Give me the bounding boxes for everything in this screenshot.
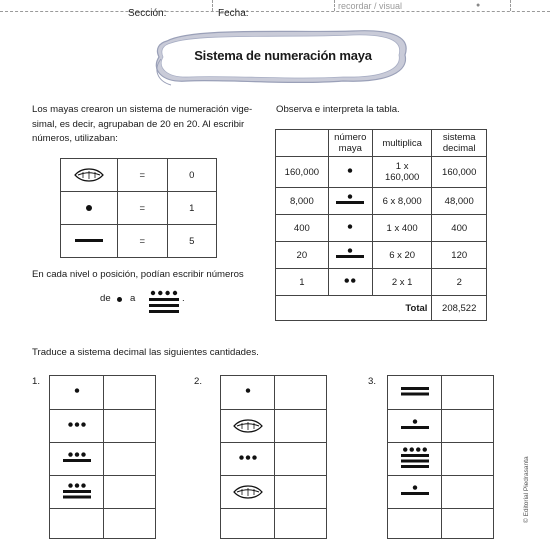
exercise-row: [388, 443, 494, 476]
answer-cell[interactable]: [104, 509, 156, 539]
header-cell: [328, 130, 372, 157]
maya-glyph-icon: [63, 483, 91, 502]
range-end: .: [182, 293, 185, 304]
exercise-row: [50, 443, 156, 476]
table-row: [276, 157, 487, 188]
equals-sign: =: [118, 192, 167, 225]
exercise-table: [49, 375, 156, 539]
exercise-row: [221, 376, 327, 410]
exercise-row: [388, 376, 494, 410]
glyph-cell: [388, 376, 442, 410]
exercise-number: 2.: [194, 376, 203, 387]
maya-glyph-icon: [336, 224, 364, 232]
symbol-cell: [61, 192, 118, 225]
total-value: 208,522: [432, 296, 487, 321]
header-cell: [432, 130, 487, 157]
header-cell: [372, 130, 432, 157]
symbol-value: 5: [167, 225, 216, 258]
symbol-cell: [61, 159, 118, 192]
exercise-number: 1.: [32, 376, 41, 387]
glyph-cell: [50, 410, 104, 443]
maya-glyph-cell: [328, 188, 372, 215]
dot-icon: [86, 205, 92, 211]
exercise-table: [220, 375, 327, 539]
multiplication: 6 x 8,000: [372, 188, 432, 215]
glyph-cell: [388, 410, 442, 443]
maya-glyph-icon: [233, 485, 263, 499]
glyph-cell: [388, 509, 442, 539]
glyph-cell: [221, 410, 275, 443]
multiplication: 1 x 400: [372, 215, 432, 242]
maya-glyph-cell: [328, 157, 372, 188]
bar-icon: [75, 239, 103, 242]
glyph-cell: [388, 443, 442, 476]
maya-glyph-icon: [63, 422, 91, 430]
intro-line: números, utilizaban:: [32, 133, 118, 144]
exercise-row: [388, 410, 494, 443]
answer-cell[interactable]: [442, 476, 494, 509]
symbol-value: 1: [167, 192, 216, 225]
maya-glyph-icon: [233, 419, 263, 433]
exercise-row: [50, 476, 156, 509]
glyph-cell: [50, 443, 104, 476]
answer-cell[interactable]: [442, 443, 494, 476]
answer-cell[interactable]: [275, 376, 327, 410]
maya-glyph-icon: [234, 455, 262, 463]
table-row: [61, 225, 217, 258]
header-divider: [212, 0, 213, 11]
answer-cell[interactable]: [104, 476, 156, 509]
range-note: [100, 290, 220, 312]
glyph-cell: [50, 476, 104, 509]
symbols-table: [60, 158, 217, 258]
exercise-row: [221, 509, 327, 539]
range-de: de: [100, 293, 111, 304]
header-cell-empty: [276, 130, 329, 157]
exercise-row: [388, 509, 494, 539]
maya-glyph-icon: [234, 388, 262, 396]
intro-paragraph: [32, 103, 262, 147]
maya-glyph-icon: [336, 278, 364, 286]
exercise-row: [50, 410, 156, 443]
maya-glyph-icon: [63, 452, 91, 466]
answer-cell[interactable]: [104, 376, 156, 410]
answer-cell[interactable]: [275, 476, 327, 509]
maya-glyph-icon: [336, 248, 364, 262]
exercise-row: [50, 376, 156, 410]
decimal-value: 120: [432, 242, 487, 269]
answer-cell[interactable]: [442, 410, 494, 443]
answer-cell[interactable]: [104, 443, 156, 476]
symbol-cell: [61, 225, 118, 258]
multiplication: 2 x 1: [372, 269, 432, 296]
place-value: 8,000: [276, 188, 329, 215]
multiplication: 6 x 20: [372, 242, 432, 269]
maya-glyph-icon: [401, 485, 429, 499]
exercise-row: [388, 476, 494, 509]
glyph-cell: [221, 476, 275, 509]
table-header-row: [276, 130, 487, 157]
table-row: [276, 242, 487, 269]
glyph-cell: [221, 443, 275, 476]
exercise-table: [387, 375, 494, 539]
fecha-label: Fecha:: [218, 8, 249, 19]
exercise-prompt: Traduce a sistema decimal las siguientes cantidades.: [32, 347, 259, 358]
exercise-row: [50, 509, 156, 539]
header-dot-icon: ●: [476, 2, 481, 9]
table-row: [61, 159, 217, 192]
maya-nineteen-icon: [148, 290, 180, 316]
maya-glyph-icon: [336, 194, 364, 208]
equals-sign: =: [118, 159, 167, 192]
answer-cell[interactable]: [442, 509, 494, 539]
maya-glyph-cell: [328, 242, 372, 269]
right-intro: Observa e interpreta la tabla.: [276, 104, 400, 115]
header-tags: recordar / visual: [338, 1, 403, 11]
maya-value-table: [275, 129, 487, 321]
answer-cell[interactable]: [442, 376, 494, 410]
answer-cell[interactable]: [275, 509, 327, 539]
multiplication-text: 1 x 160,000: [384, 161, 420, 183]
table-row: [276, 188, 487, 215]
total-label: Total: [276, 296, 432, 321]
place-value: 20: [276, 242, 329, 269]
table-row: [276, 215, 487, 242]
glyph-cell: [50, 509, 104, 539]
exercise-row: [221, 443, 327, 476]
multiplication: [372, 157, 432, 188]
glyph-cell: [50, 376, 104, 410]
decimal-value: 48,000: [432, 188, 487, 215]
glyph-cell: [221, 509, 275, 539]
maya-glyph-icon: [401, 419, 429, 433]
header-rule: [0, 8, 550, 19]
page-title: Sistema de numeración maya: [194, 48, 372, 63]
exercise-row: [221, 410, 327, 443]
header-divider: [510, 0, 511, 11]
range-a: a: [130, 293, 136, 304]
maya-glyph-cell: [328, 215, 372, 242]
col-header-decimal: sistema decimal: [442, 132, 476, 154]
intro-line: Los mayas crearon un sistema de numeración vige-: [32, 104, 253, 115]
maya-glyph-icon: [401, 386, 429, 399]
exercise-number: 3.: [368, 376, 377, 387]
maya-glyph-icon: [401, 447, 429, 472]
answer-cell[interactable]: [275, 443, 327, 476]
glyph-cell: [388, 476, 442, 509]
symbol-value: 0: [167, 159, 216, 192]
position-note: En cada nivel o posición, podían escribir números: [32, 269, 244, 280]
equals-sign: =: [118, 225, 167, 258]
side-credit: [523, 453, 533, 523]
shell-icon: [74, 168, 104, 182]
place-value: 160,000: [276, 157, 329, 188]
header-divider: [334, 0, 335, 11]
decimal-value: 160,000: [432, 157, 487, 188]
table-row: [61, 192, 217, 225]
place-value: 400: [276, 215, 329, 242]
glyph-cell: [221, 376, 275, 410]
table-total-row: [276, 296, 487, 321]
col-header-numero: número maya: [334, 132, 367, 154]
title-banner: [153, 29, 413, 91]
maya-glyph-icon: [336, 168, 364, 176]
decimal-value: 400: [432, 215, 487, 242]
seccion-label: Sección:: [128, 8, 167, 19]
intro-line: simal, es decir, agrupaban de 20 en 20. Al escribir: [32, 118, 245, 130]
decimal-value: 2: [432, 269, 487, 296]
col-header-multiplica: multiplica: [382, 137, 422, 149]
exercise-row: [221, 476, 327, 509]
dot-icon: [117, 297, 122, 302]
answer-cell[interactable]: [104, 410, 156, 443]
maya-glyph-icon: [63, 388, 91, 396]
table-row: [276, 269, 487, 296]
place-value: 1: [276, 269, 329, 296]
credit-text: © Editorial Piedrasanta: [523, 456, 530, 523]
answer-cell[interactable]: [275, 410, 327, 443]
maya-glyph-cell: [328, 269, 372, 296]
